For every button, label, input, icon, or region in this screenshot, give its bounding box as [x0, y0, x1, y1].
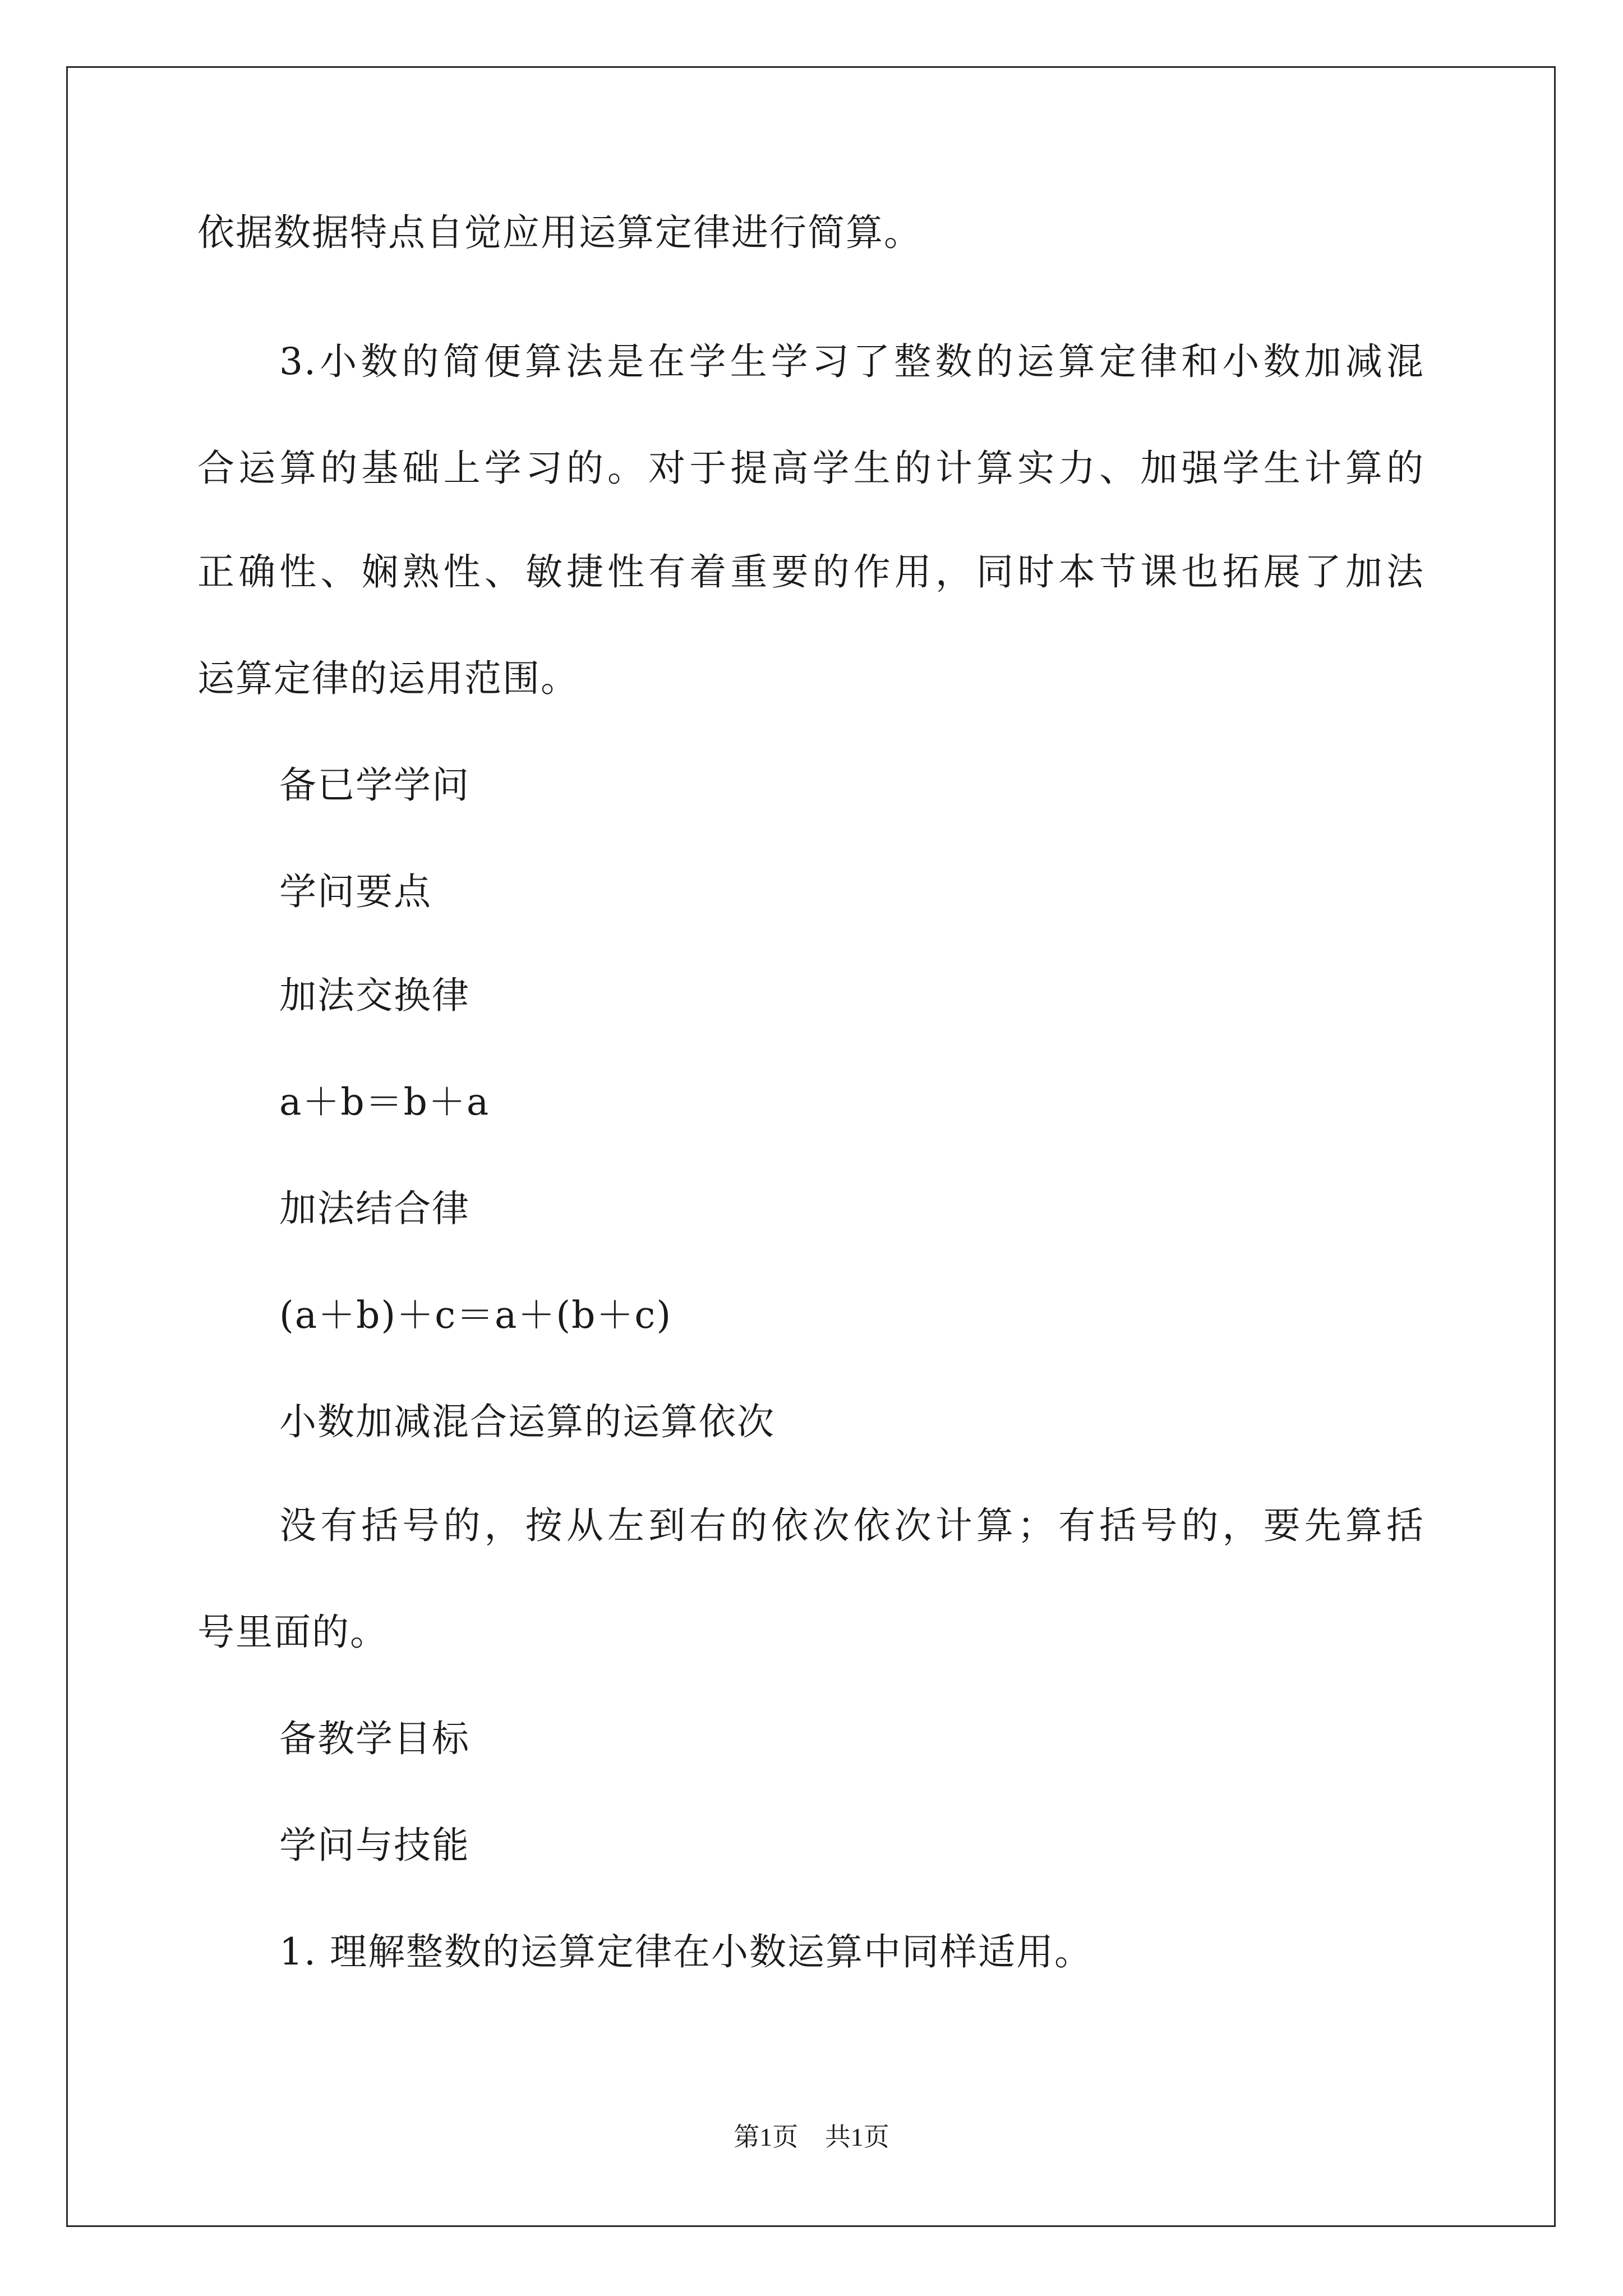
text-line: 运算定律的运用范围。	[197, 657, 579, 700]
text-line: 1. 理解整数的运算定律在小数运算中同样适用。	[279, 1930, 1092, 1973]
text-line: 小数加减混合运算的运算依次	[279, 1400, 775, 1443]
section-heading: 学问要点	[279, 870, 432, 913]
formula: (a＋b)＋c＝a＋(b＋c)	[279, 1294, 672, 1337]
page-total: 共1页	[824, 2123, 889, 2151]
section-heading: 备教学目标	[279, 1717, 470, 1760]
section-heading: 备已学学问	[279, 763, 470, 807]
formula: a＋b＝b＋a	[279, 1080, 490, 1124]
section-heading: 学问与技能	[279, 1824, 470, 1867]
text-line: 依据数据特点自觉应用运算定律进行简算。	[197, 211, 922, 254]
text-line: 3.小数的简便算法是在学生学习了整数的运算定律和小数加减混	[279, 340, 1424, 383]
text-line: 正确性、娴熟性、敏捷性有着重要的作用，同时本节课也拓展了加法	[197, 550, 1424, 593]
text-line: 号里面的。	[197, 1611, 388, 1654]
text-line: 加法交换律	[279, 974, 470, 1017]
text-line: 没有括号的，按从左到右的依次依次计算；有括号的，要先算括	[279, 1504, 1424, 1547]
text-line: 合运算的基础上学习的。对于提高学生的计算实力、加强学生计算的	[197, 447, 1424, 490]
page-border	[66, 66, 1556, 2227]
page-number: 第1页	[734, 2123, 799, 2151]
page-footer	[0, 2120, 1623, 2154]
text-line: 加法结合律	[279, 1187, 470, 1230]
